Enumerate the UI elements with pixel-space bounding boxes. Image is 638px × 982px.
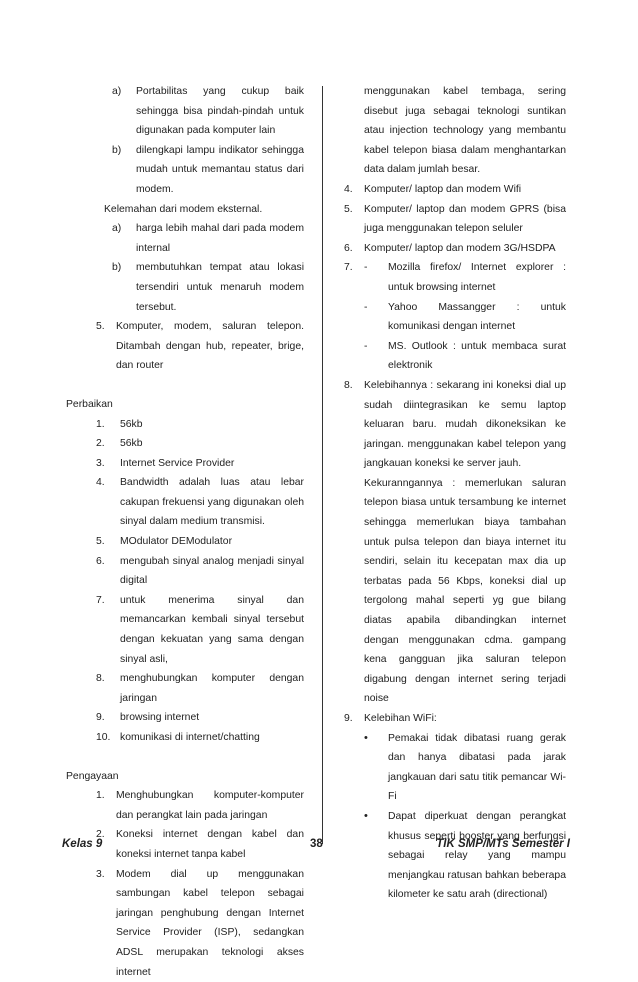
list-item bbox=[66, 708, 304, 728]
list-text: untuk menerima sinyal dan memancarkan kembali sinyal tersebut dengan kekuatan yang sama dengan sinyal asli, bbox=[120, 594, 304, 665]
list-item bbox=[66, 473, 304, 532]
list-item bbox=[344, 239, 566, 259]
list-marker: • bbox=[364, 809, 368, 822]
list-text-block bbox=[364, 709, 566, 905]
list-marker: 3. bbox=[96, 457, 105, 469]
weakness-label: Kelemahan dari modem eksternal. bbox=[104, 203, 263, 215]
right-column bbox=[344, 82, 566, 905]
list-marker: a) bbox=[112, 86, 122, 97]
list-marker: • bbox=[364, 731, 368, 744]
list-text: membutuhkan tempat atau lokasi tersendiri untuk menaruh modem tersebut. bbox=[136, 262, 304, 313]
list-text: Menghubungkan komputer-komputer dan perangkat lain pada jaringan bbox=[116, 790, 304, 821]
list-text: Komputer/ laptop dan modem GPRS (bisa juga menggunakan telepon seluler bbox=[364, 203, 566, 235]
list-text: 56kb bbox=[120, 438, 143, 450]
list-item bbox=[364, 337, 566, 376]
dash-list bbox=[364, 258, 566, 376]
list-item bbox=[66, 434, 304, 454]
list-item bbox=[344, 258, 566, 376]
pengayaan-list bbox=[66, 786, 304, 982]
list-marker: 5. bbox=[344, 203, 353, 215]
list-text: Bandwidth adalah luas atau lebar cakupan frekuensi yang digunakan oleh sinyal dalam medium transmisi. bbox=[120, 477, 304, 528]
list-marker: 1. bbox=[96, 790, 105, 802]
bullet-list bbox=[364, 729, 566, 905]
list-item bbox=[66, 728, 304, 748]
list-text: harga lebih mahal dari pada modem internal bbox=[136, 223, 304, 254]
list-marker: 8. bbox=[344, 379, 353, 391]
disadvantages-text: Kekuranngannya : memerlukan saluran telepon biasa untuk tersambung ke internet sehingga memerlukan biaya tambahan untuk pulsa telepon dan biaya internet itu sendiri, selain itu kecepatan max dia up terbatas pada 56 Kbps, koneksi dial up tergolong mahal seperti yg gue bilang diatas apabila dibandingkan internet dengan menggunakan cdma. gampang kena gangguan jika saluran telepon digabung dengan internet sering terjadi noise bbox=[364, 477, 566, 705]
list-item bbox=[364, 729, 566, 807]
list-item bbox=[66, 317, 304, 376]
list-item bbox=[66, 532, 304, 552]
pengayaan-heading: Pengayaan bbox=[66, 770, 119, 782]
list-item bbox=[66, 786, 304, 825]
list-item bbox=[364, 298, 566, 337]
list-marker: 7. bbox=[96, 594, 105, 606]
list-text: komunikasi di internet/chatting bbox=[120, 732, 260, 743]
list-text: menghubungkan komputer dengan jaringan bbox=[120, 673, 304, 704]
list-marker: b) bbox=[112, 144, 122, 156]
list-marker: 4. bbox=[96, 477, 105, 489]
list-text-block bbox=[364, 376, 566, 709]
list-marker: - bbox=[364, 262, 368, 274]
wifi-advantages-title: Kelebihan WiFi: bbox=[364, 713, 437, 724]
list-marker: - bbox=[364, 301, 368, 313]
list-marker: 6. bbox=[344, 242, 353, 254]
list-marker: 9. bbox=[96, 712, 105, 724]
list-marker: 10. bbox=[96, 732, 111, 743]
list-text: Yahoo Massangger : untuk komunikasi dengan internet bbox=[388, 301, 566, 333]
list-text: Mozilla firefox/ Internet explorer : untuk browsing internet bbox=[388, 262, 566, 293]
list-marker: b) bbox=[112, 262, 122, 274]
list-text: Dapat diperkuat dengan perangkat khusus seperti booster yang berfungsi sebagai relay yang mampu menjangkau ratusan bahkan beberapa kilometer ke satu arah (directional) bbox=[388, 810, 566, 901]
list-item bbox=[66, 82, 304, 141]
list-text: Portabilitas yang cukup baik sehingga bisa pindah-pindah untuk digunakan pada komputer lain bbox=[136, 86, 304, 137]
list-item bbox=[66, 219, 304, 258]
list-text: browsing internet bbox=[120, 712, 200, 724]
list-text: Koneksi internet dengan kabel dan koneksi internet tanpa kabel bbox=[116, 829, 304, 860]
list-text: Pemakai tidak dibatasi ruang gerak dan hanya dibatasi pada jarak jangkauan dari satu titik pemancar Wi-Fi bbox=[388, 732, 566, 803]
list-text: Modem dial up menggunakan sambungan kabel telepon sebagai jaringan penghubung dengan Internet Service Provider (ISP), sedangkan ADSL merupakan teknologi akses internet bbox=[116, 868, 304, 978]
list-item bbox=[344, 180, 566, 200]
list-item bbox=[66, 141, 304, 200]
list-marker: 2. bbox=[96, 829, 105, 841]
list-text: mengubah sinyal analog menjadi sinyal digital bbox=[120, 555, 304, 587]
list-marker: 5. bbox=[96, 321, 105, 333]
list-item bbox=[66, 415, 304, 435]
list-text: Komputer/ laptop dan modem 3G/HSDPA bbox=[364, 242, 556, 254]
continued-text: menggunakan kabel tembaga, sering disebut juga sebagai teknologi suntikan atau injection technology yang membantu kabel telepon biasa dalam menghantarkan data dalam jumlah besar. bbox=[364, 86, 566, 176]
list-marker: 3. bbox=[96, 868, 105, 880]
list-item bbox=[66, 669, 304, 708]
list-marker: 5. bbox=[96, 536, 105, 548]
list-item bbox=[344, 709, 566, 905]
list-marker: 2. bbox=[96, 438, 105, 450]
list-marker: 8. bbox=[96, 673, 105, 685]
list-text: 56kb bbox=[120, 418, 143, 430]
perbaikan-heading: Perbaikan bbox=[66, 398, 113, 410]
list-item bbox=[66, 591, 304, 669]
advantages-text: Kelebihannya : sekarang ini koneksi dial up sudah diintegrasikan ke semu laptop keluaran baru. mudah dikoneksikan ke jaringan. menggunakan kabel telepon yang jangkauan koneksi ke server jauh. bbox=[364, 379, 566, 470]
list-marker: 4. bbox=[344, 183, 353, 195]
list-item bbox=[66, 454, 304, 474]
list-item bbox=[66, 552, 304, 591]
list-text: Komputer/ laptop dan modem Wifi bbox=[364, 183, 522, 195]
list-marker: 9. bbox=[344, 713, 353, 724]
list-item bbox=[364, 258, 566, 297]
list-item bbox=[344, 200, 566, 239]
list-text: dilengkapi lampu indikator sehingga mudah untuk memantau status dari modem. bbox=[136, 144, 304, 195]
list-item bbox=[364, 807, 566, 905]
footer-class: Kelas 9 bbox=[62, 838, 103, 850]
page-number: 38 bbox=[310, 838, 323, 850]
list-item bbox=[66, 258, 304, 317]
list-marker: 6. bbox=[96, 555, 105, 567]
footer-subject: TIK SMP/MTs Semester I bbox=[436, 838, 570, 850]
list-text: Internet Service Provider bbox=[120, 457, 235, 469]
list-item bbox=[344, 376, 566, 709]
list-text: MOdulator DEModulator bbox=[120, 536, 233, 548]
list-marker: 7. bbox=[344, 262, 353, 274]
list-text: MS. Outlook : untuk membaca surat elektronik bbox=[388, 340, 566, 372]
list-marker: a) bbox=[112, 223, 122, 235]
list-item bbox=[66, 865, 304, 982]
list-marker: 1. bbox=[96, 418, 105, 430]
column-divider bbox=[322, 86, 323, 844]
perbaikan-list bbox=[66, 415, 304, 748]
list-text: Komputer, modem, saluran telepon. Ditambah dengan hub, repeater, brige, dan router bbox=[116, 321, 304, 372]
list-marker: - bbox=[364, 340, 368, 352]
